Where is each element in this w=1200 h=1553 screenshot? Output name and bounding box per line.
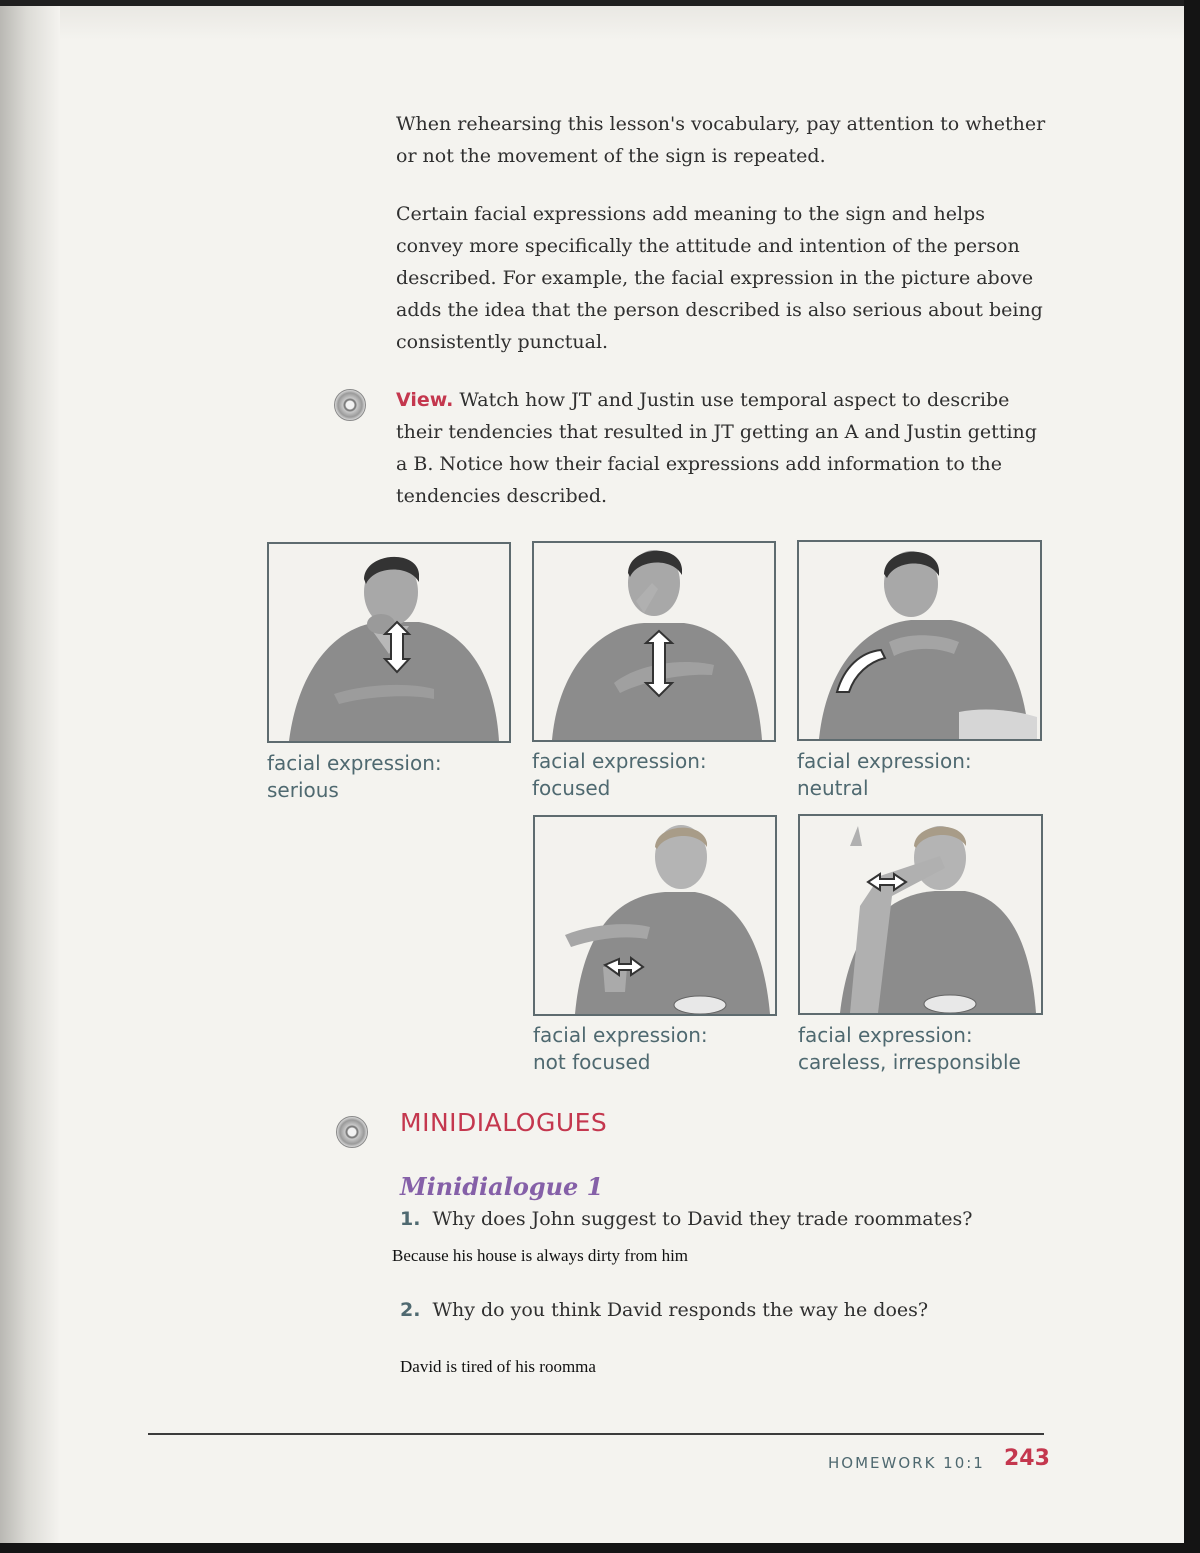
sign-photo-neutral — [797, 540, 1042, 741]
caption-value: careless, irresponsible — [798, 1050, 1021, 1074]
caption-value: focused — [532, 776, 611, 800]
caption-value: not focused — [533, 1050, 651, 1074]
question-text: Why does John suggest to David they trade roommates? — [432, 1208, 973, 1230]
question-number: 2. — [400, 1299, 421, 1321]
subsection-title: Minidialogue 1 — [400, 1172, 604, 1201]
caption-label: facial expression: — [797, 749, 972, 773]
answer-2[interactable]: David is tired of his roomma — [400, 1357, 596, 1376]
question-number: 1. — [400, 1208, 421, 1230]
answer-1[interactable]: Because his house is always dirty from him — [392, 1246, 689, 1265]
question-1 — [400, 1208, 972, 1230]
question-text: Why do you think David responds the way he does? — [432, 1299, 929, 1321]
section-title: MINIDIALOGUES — [400, 1108, 608, 1137]
page-curl-shading — [0, 0, 1200, 40]
view-label: View. — [396, 389, 454, 411]
intro-paragraph-2: Certain facial expressions add meaning to the sign and helps convey more specifically the attitude and intention of the person described. For example, the facial expression in the picture above adds the idea that the person described is also serious about being consistently punctual. — [396, 203, 1043, 353]
view-paragraph — [396, 384, 1046, 512]
dvd-icon — [334, 389, 366, 421]
caption-serious — [267, 750, 517, 804]
caption-not-focused — [533, 1022, 783, 1076]
page-number: 243 — [1004, 1446, 1050, 1471]
scan-right-edge — [1184, 0, 1200, 1553]
intro-paragraph-1: When rehearsing this lesson's vocabulary, pay attention to whether or not the movement of the sign is repeated. — [396, 113, 1046, 167]
caption-label: facial expression: — [267, 751, 442, 775]
caption-value: serious — [267, 778, 339, 802]
footer-rule — [148, 1433, 1044, 1435]
scan-top-edge — [0, 0, 1200, 6]
view-text: Watch how JT and Justin use temporal aspect to describe their tendencies that resulted in JT getting an A and Justin getting a B. Notice how their facial expressions add information to the tendencies described. — [396, 389, 1037, 507]
caption-label: facial expression: — [533, 1023, 708, 1047]
sign-photo-serious — [267, 542, 511, 743]
sign-photo-not-focused — [533, 815, 777, 1016]
footer-label: HOMEWORK 10:1 — [828, 1454, 985, 1472]
question-2 — [400, 1299, 928, 1321]
caption-label: facial expression: — [798, 1023, 973, 1047]
sign-photo-careless — [798, 814, 1043, 1015]
caption-label: facial expression: — [532, 749, 707, 773]
caption-value: neutral — [797, 776, 869, 800]
dvd-icon — [336, 1116, 368, 1148]
binding-shadow — [0, 0, 60, 1553]
sign-photo-focused — [532, 541, 776, 742]
caption-neutral — [797, 748, 1047, 802]
scan-bottom-edge — [0, 1543, 1200, 1553]
caption-focused — [532, 748, 782, 802]
caption-careless — [798, 1022, 1058, 1076]
